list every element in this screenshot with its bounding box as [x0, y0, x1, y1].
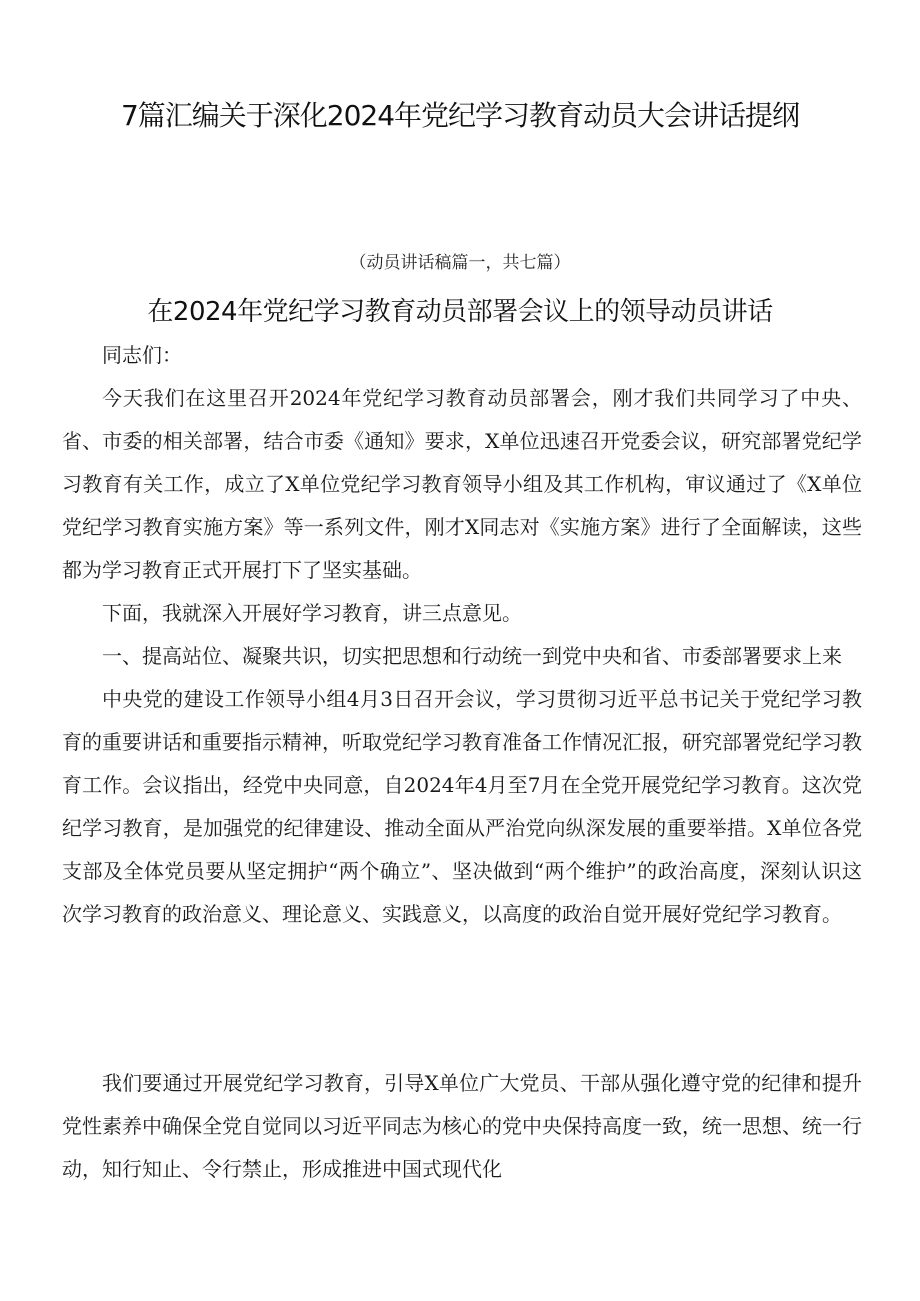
speech-body — [62, 334, 862, 936]
salutation: 同志们： — [102, 343, 182, 367]
section-heading-1: 一、提高站位、凝聚共识，切实把思想和行动统一到党中央和省、市委部署要求上来 — [102, 644, 842, 668]
paragraph-intro: 下面，我就深入开展好学习教育，讲三点意见。 — [102, 601, 522, 625]
paragraph-context: 中央党的建设工作领导小组4月3日召开会议，学习贯彻习近平总书记关于党纪学习教育的重要讲话和重要指示精神，听取党纪学习教育准备工作情况汇报，研究部署党纪学习教育工作。会议指出，经党中央同意，自2024年4月至7月在全党开展党纪学习教育。这次党纪学习教育，是加强党的纪律建设、推动全面从严治党向纵深发展的重要举措。X单位各党支部及全体党员要从坚定拥护“两个确立”、坚决做到“两个维护”的政治高度，深刻认识这次学习教育的政治意义、理论意义、实践意义，以高度的政治自觉开展好党纪学习教育。 — [62, 687, 862, 926]
document-title: 7篇汇编关于深化2024年党纪学习教育动员大会讲话提纲 — [120, 99, 800, 132]
speech-title: 在2024年党纪学习教育动员部署会议上的领导动员讲话 — [147, 297, 773, 327]
paragraph-opening: 今天我们在这里召开2024年党纪学习教育动员部署会，刚才我们共同学习了中央、省、市委的相关部署，结合市委《通知》要求，X单位迅速召开党委会议，研究部署党纪学习教育有关工作，成立了X单位党纪学习教育领导小组及其工作机构，审议通过了《X单位党纪学习教育实施方案》等一系列文件，刚才X同志对《实施方案》进行了全面解读，这些都为学习教育正式开展打下了坚实基础。 — [62, 386, 862, 582]
speech-body-continued — [62, 1062, 862, 1191]
document-subtitle: （动员讲话稿篇一，共七篇） — [349, 253, 571, 273]
paragraph-goal: 我们要通过开展党纪学习教育，引导X单位广大党员、干部从强化遵守党的纪律和提升党性素养中确保全党自觉同以习近平同志为核心的党中央保持高度一致，统一思想、统一行动，知行知止、令行禁止，形成推进中国式现代化 — [62, 1071, 862, 1181]
